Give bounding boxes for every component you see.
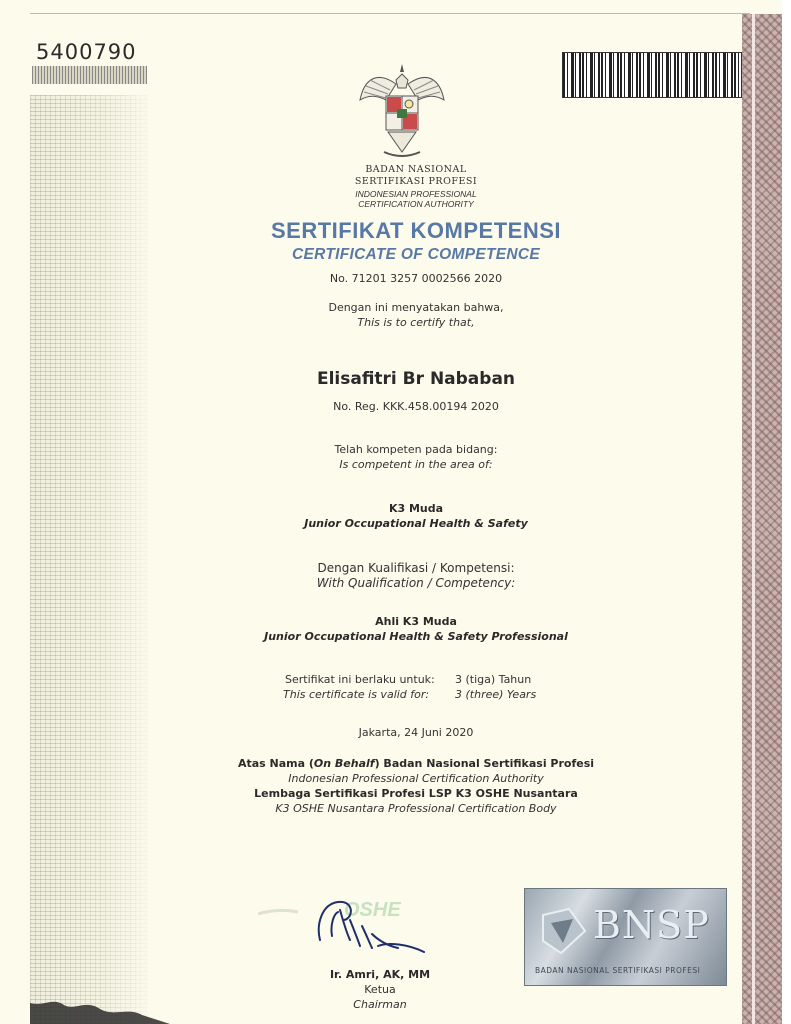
registration-number: No. Reg. KKK.458.00194 2020 (333, 400, 499, 413)
right-border-line (752, 14, 755, 1024)
bnsp-logo-icon (539, 905, 589, 957)
certificate-title-id: SERTIFIKAT KOMPETENSI (271, 218, 561, 243)
on-behalf-authority-en: Indonesian Professional Certification Authority (288, 772, 544, 785)
left-pattern-fade (30, 95, 148, 1024)
top-edge-line (30, 13, 750, 14)
on-behalf-line (210, 757, 622, 770)
signatory-title-id: Ketua (364, 983, 396, 996)
signatory-name: Ir. Amri, AK, MM (329, 968, 431, 981)
right-guilloche-border (742, 14, 782, 1024)
bnsp-hologram (524, 888, 727, 986)
statement-id: Dengan ini menyatakan bahwa, (328, 301, 504, 314)
authority-name-id (210, 164, 622, 188)
certificate-title-en: CERTIFICATE OF COMPETENCE (291, 246, 541, 263)
authority-en-line1: INDONESIAN PROFESSIONAL (355, 189, 477, 199)
bnsp-logo-text: BNSP (593, 903, 710, 947)
on-behalf-suffix: ) Badan Nasional Sertifikasi Profesi (374, 757, 595, 770)
validity-label-id: Sertifikat ini berlaku untuk: (285, 673, 435, 686)
certification-body-en: K3 OSHE Nusantara Professional Certification Body (275, 802, 557, 815)
place-and-date: Jakarta, 24 Juni 2020 (358, 726, 474, 739)
serial-number: 5400790 (36, 40, 137, 64)
stamp-swoosh-icon (258, 910, 298, 914)
barcode-icon (562, 52, 742, 98)
authority-id-line1: BADAN NASIONAL (365, 164, 467, 175)
torn-corner-icon (30, 985, 170, 1024)
certification-body-id: Lembaga Sertifikasi Profesi LSP K3 OSHE Nusantara (254, 787, 578, 800)
qualification-value-id: Ahli K3 Muda (375, 615, 457, 628)
authority-id-line2: SERTIFIKASI PROFESI (354, 176, 478, 187)
qualification-label-id: Dengan Kualifikasi / Kompetensi: (317, 561, 515, 575)
bnsp-subtitle: BADAN NASIONAL SERTIFIKASI PROFESI (535, 966, 701, 975)
serial-pattern-bar (32, 66, 147, 84)
qualification-value-en: Junior Occupational Health & Safety Professional (264, 630, 568, 643)
statement-en: This is to certify that, (357, 316, 475, 329)
competence-value-id: K3 Muda (388, 502, 444, 515)
validity-value-id: 3 (tiga) Tahun (455, 673, 532, 686)
validity-label-en: This certificate is valid for: (283, 688, 430, 701)
signature-and-stamp (258, 890, 438, 970)
competence-label-en: Is competent in the area of: (339, 458, 493, 471)
stamp-logo-text: OSHE (344, 899, 401, 921)
garuda-emblem-icon (356, 60, 448, 164)
page-edge (782, 0, 791, 1024)
on-behalf-text: On Behalf (313, 757, 375, 770)
certificate-number: No. 71201 3257 0002566 2020 (329, 272, 503, 285)
competence-label-id: Telah kompeten pada bidang: (334, 443, 498, 456)
competence-value-en: Junior Occupational Health & Safety (304, 517, 528, 530)
qualification-label-en: With Qualification / Competency: (316, 576, 516, 590)
signatory-title-en: Chairman (353, 998, 407, 1011)
authority-en-line2: CERTIFICATION AUTHORITY (358, 199, 474, 209)
holder-name: Elisafitri Br Nababan (316, 369, 516, 389)
on-behalf-prefix: Atas Nama ( (237, 757, 314, 770)
authority-name-en (210, 189, 622, 209)
validity-value-en: 3 (three) Years (455, 688, 537, 701)
